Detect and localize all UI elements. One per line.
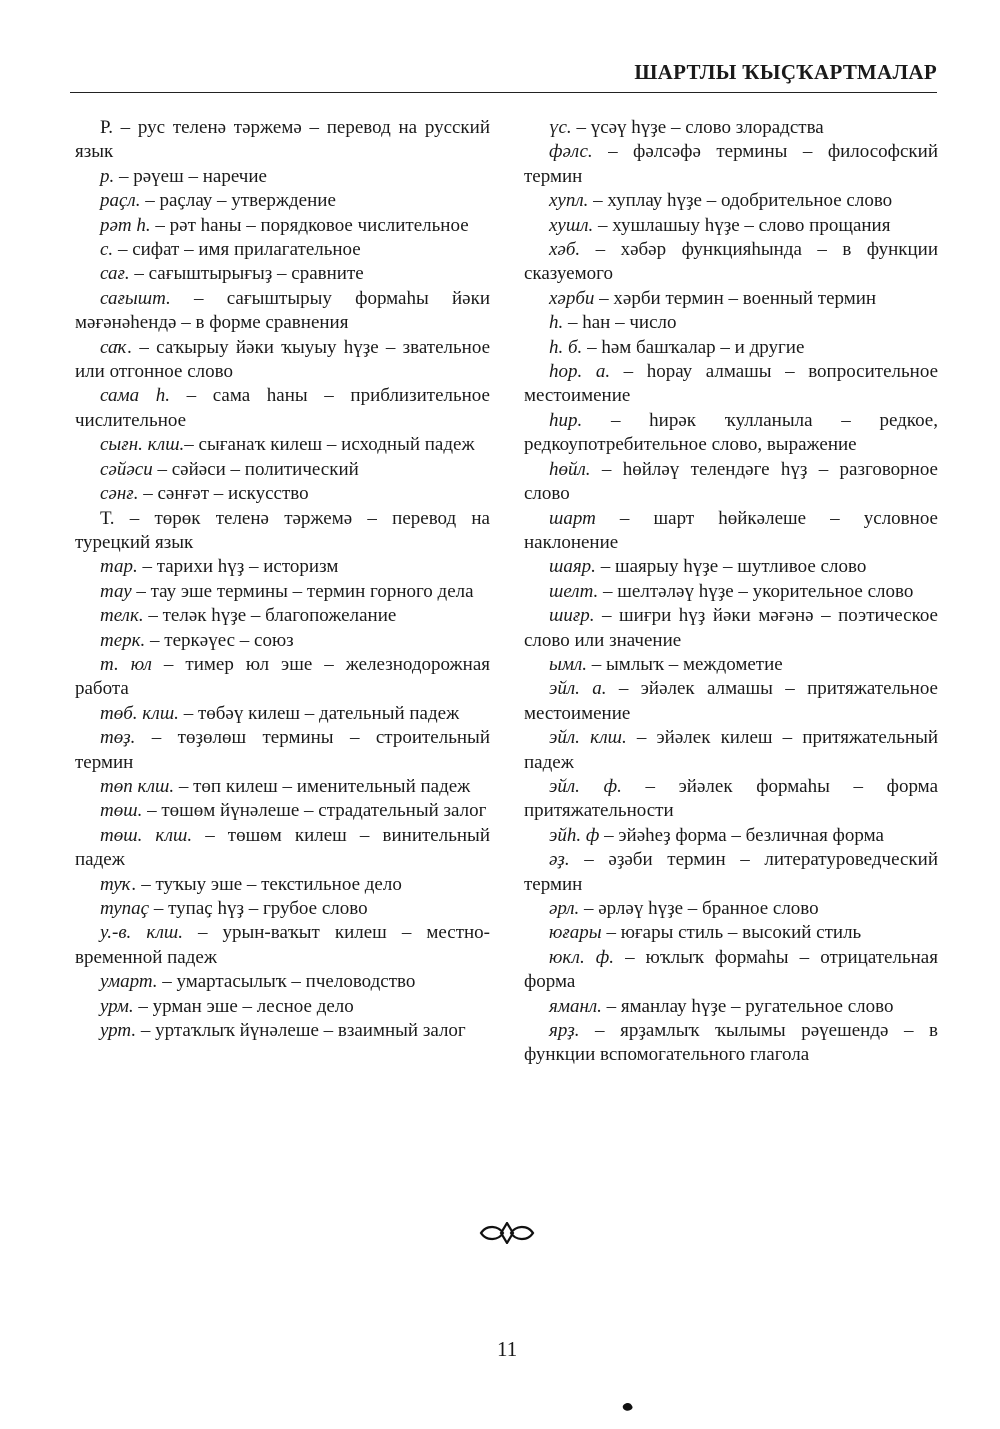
abbreviation: ярҙ. [549, 1020, 580, 1042]
abbreviation: с. [100, 239, 114, 261]
abbreviation-definition: – ымлыҡ – междометие [587, 653, 783, 675]
abbreviation: эйл. ф. [549, 775, 622, 797]
abbreviation-definition: – сифат – имя прилагательное [113, 239, 361, 261]
abbreviation: эйһ. ф [549, 824, 600, 846]
abbreviation-definition: – әрләү һүҙе – бранное слово [579, 898, 819, 919]
abbreviation: төш. клш. [100, 824, 193, 846]
abbreviation: сағышт. [100, 287, 171, 309]
abbreviation: сәйәси [100, 458, 153, 480]
abbreviation-definition: – уртаҡлыҡ йүнәлеше – взаимный залог [136, 1020, 466, 1042]
fleuron-ornament-icon [479, 1222, 535, 1244]
abbreviation-definition: – юҡлыҡ формаһы – отрицательная форма [524, 946, 938, 993]
abbreviation: һ. б. [549, 336, 583, 358]
abbreviation-definition: – умартасылыҡ – пчеловодство [157, 971, 416, 993]
abbreviation: төп клш. [100, 775, 175, 797]
abbreviation: терк. [100, 629, 146, 651]
abbreviation-entry [75, 287, 490, 336]
abbreviation: сығн. клш. [100, 434, 185, 456]
abbreviation: хушл. [549, 214, 594, 236]
abbreviation-definition: – туҡыу эше – текстильное дело [136, 873, 402, 895]
abbreviation-definition: – эйәлек формаһы – форма притяжательности [524, 775, 939, 822]
abbreviation-entry [524, 458, 938, 507]
abbreviation-entry [75, 214, 490, 238]
abbreviation-entry [75, 336, 490, 385]
abbreviation-definition: – шарт һөйкәлеше – условное наклонение [524, 507, 938, 553]
abbreviation-entry [75, 897, 490, 921]
abbreviation-definition: – төшөм килеш – винительный падеж [75, 824, 490, 871]
abbreviation-entry [75, 555, 490, 579]
abbreviation-entry [75, 799, 490, 823]
abbreviation-definition: – хуплау һүҙе – одобрительное слово [588, 190, 893, 212]
abbreviation-entry [524, 995, 938, 1019]
abbreviation: хәрби [549, 287, 595, 309]
abbreviation-definition: – шелтәләү һүҙе – укорительное слово [598, 580, 914, 602]
abbreviation: у.-в. клш. [100, 922, 183, 944]
abbreviation: һир. [549, 409, 583, 431]
abbreviation-entry [75, 1019, 490, 1043]
abbreviation-entry [524, 555, 938, 579]
abbreviation-entry [75, 604, 490, 628]
abbreviation: тау [100, 580, 132, 602]
right-column [524, 116, 938, 1068]
abbreviation-entry [524, 921, 938, 945]
abbreviation: Т. [100, 507, 115, 529]
abbreviation: хәб. [549, 239, 581, 261]
abbreviation-definition: – сағыштырығыҙ – сравните [129, 263, 364, 285]
abbreviation-definition: – тимер юл эше – железнодорожная работа [75, 653, 491, 700]
abbreviation-entry [524, 287, 938, 311]
abbreviation-entry [524, 848, 938, 897]
abbreviation: эйл. клш. [549, 727, 627, 749]
abbreviation-entry [75, 482, 490, 506]
abbreviation: әрл. [549, 898, 580, 919]
abbreviation: әҙ. [549, 849, 570, 871]
abbreviation: һ. [549, 312, 564, 334]
abbreviation-entry [524, 897, 938, 921]
abbreviation-entry [524, 189, 938, 213]
abbreviation-entry [75, 165, 490, 189]
ink-speck [622, 1401, 634, 1412]
abbreviation-definition: – эйәһеҙ форма – безличная форма [599, 824, 884, 846]
left-column [75, 116, 490, 1043]
abbreviation: сама һ. [100, 385, 170, 407]
abbreviation-entry [75, 580, 490, 604]
abbreviation-definition: – төрөк теленә тәржемә – перевод на турецкий язык [75, 507, 490, 553]
abbreviation: юғары [549, 922, 602, 944]
abbreviation-definition: – эйәлек алмашы – притяжательное местоимение [524, 678, 938, 724]
abbreviation: тупаҫ [100, 898, 150, 919]
abbreviation-definition: – саҡырыу йәки ҡыуыу һүҙе – звательное или отгонное слово [75, 336, 490, 383]
abbreviation-entry [75, 629, 490, 653]
abbreviation-definition: – рәүеш – наречие [114, 165, 267, 187]
abbreviation-entry [524, 311, 938, 335]
abbreviation: сағ. [100, 263, 130, 285]
abbreviation-definition: – төҙөлөш термины – строительный термин [75, 727, 490, 773]
abbreviation-entry [524, 824, 938, 848]
abbreviation-definition: – һәм башҡалар – и другие [582, 336, 805, 358]
abbreviation-entry [524, 726, 938, 775]
abbreviation-definition: – һирәк ҡулланыла – редкое, редкоупотребительное слово, выражение [524, 409, 938, 456]
abbreviation-definition: – һорау алмашы – вопросительное местоимение [524, 361, 939, 407]
abbreviation-definition: – теләк һүҙе – благопожелание [143, 605, 397, 627]
abbreviation-entry [524, 677, 938, 726]
abbreviation: төш. [100, 800, 143, 822]
abbreviation-definition: – хәбәр функцияһында – в функции сказуемого [524, 239, 938, 285]
abbreviation: рәт һ. [100, 214, 151, 236]
abbreviation-entry [75, 433, 490, 457]
abbreviation-definition: – үсәү һүҙе – слово злорадства [571, 117, 824, 138]
abbreviation-definition: – теркәүес – союз [145, 629, 294, 651]
abbreviation-entry [524, 336, 938, 360]
abbreviation-definition: – тарихи һүҙ – историзм [137, 556, 339, 578]
abbreviation-entry [75, 116, 490, 165]
abbreviation: эйл. а. [549, 678, 607, 700]
running-header [70, 58, 937, 93]
abbreviation-definition: – фәлсәфә термины – философский термин [524, 141, 938, 187]
abbreviation-definition: – урман эше – лесное дело [133, 995, 354, 1017]
abbreviation-entry [524, 238, 938, 287]
abbreviation-entry [524, 653, 938, 677]
abbreviation: т. юл [100, 653, 152, 675]
abbreviation: төҙ. [100, 727, 136, 749]
abbreviation-definition: – тупаҫ һүҙ – грубое слово [149, 898, 368, 919]
abbreviation-definition: – рус теленә тәржемә – перевод на русский язык [75, 117, 490, 163]
abbreviation-entry [75, 458, 490, 482]
abbreviation-definition: – хушлашыу һүҙе – слово прощания [593, 214, 891, 236]
abbreviation-entry [524, 1019, 938, 1068]
abbreviation-definition: – сама һаны – приблизительное числительное [75, 385, 490, 431]
abbreviation: хупл. [549, 190, 589, 212]
abbreviation-entry [75, 775, 490, 799]
abbreviation-definition: – сығанаҡ килеш – исходный падеж [184, 434, 475, 456]
abbreviation-entry [75, 262, 490, 286]
abbreviation-definition: – урын-ваҡыт килеш – местно-временной падеж [75, 922, 490, 968]
abbreviation-entry [75, 995, 490, 1019]
abbreviation: үс. [549, 117, 572, 138]
abbreviation-definition: – сәйәси – политический [152, 458, 359, 480]
abbreviation-definition: – төбәү килеш – дательный падеж [178, 702, 460, 724]
abbreviation-entry [75, 702, 490, 726]
abbreviation-definition: – шаярыу һүҙе – шутливое слово [595, 556, 867, 578]
abbreviation: урм. [100, 995, 134, 1017]
abbreviation-entry [75, 507, 490, 556]
abbreviation-entry [75, 726, 490, 775]
abbreviation-entry [75, 970, 490, 994]
abbreviation-definition: – хәрби термин – военный термин [594, 287, 877, 309]
abbreviation-entry [524, 214, 938, 238]
abbreviation-entry [524, 140, 938, 189]
abbreviation-definition: – эйәлек килеш – притяжательный падеж [524, 727, 939, 773]
abbreviation-entry [524, 946, 938, 995]
abbreviation-entry [75, 653, 490, 702]
abbreviation-definition: – әҙәби термин – литературоведческий термин [524, 849, 938, 895]
abbreviation-entry [524, 116, 938, 140]
page-number: 11 [497, 1337, 518, 1361]
abbreviation-entry [524, 580, 938, 604]
abbreviation: сәнғ. [100, 483, 139, 505]
header-title: ШАРТЛЫ ҠЫҪҠАРТМАЛАР [634, 60, 937, 84]
abbreviation: ымл. [549, 653, 588, 675]
abbreviation-definition: – һөйләү телендәге һүҙ – разговорное слово [524, 458, 938, 505]
abbreviation-definition: – ярҙамлыҡ ҡылымы рәүешендә – в функции вспомогательного глагола [524, 1020, 938, 1066]
abbreviation-definition: – рәт һаны – порядковое числительное [150, 214, 469, 236]
abbreviation: тар. [100, 556, 138, 578]
abbreviation: фәлс. [549, 141, 593, 163]
abbreviation: шиғр. [549, 605, 595, 627]
abbreviation-definition: – юғары стиль – высокий стиль [601, 922, 862, 944]
abbreviation-definition: – сәнғәт – искусство [138, 483, 309, 505]
abbreviation: шарт [549, 507, 596, 529]
abbreviation: туҡ. [100, 873, 137, 895]
abbreviation-entry [75, 384, 490, 433]
abbreviation: саҡ. [100, 336, 133, 358]
abbreviation: раҫл. [100, 190, 141, 212]
abbreviation: һор. а. [549, 361, 611, 383]
abbreviation: умарт. [100, 971, 158, 993]
abbreviation: шаяр. [549, 556, 596, 578]
abbreviation-entry [75, 824, 490, 873]
abbreviation-definition: – һан – число [563, 312, 677, 334]
abbreviation-entry [524, 507, 938, 556]
abbreviation: урт. [100, 1020, 137, 1042]
abbreviation-entry [524, 409, 938, 458]
abbreviation-entry [524, 360, 938, 409]
abbreviation-entry [524, 775, 938, 824]
abbreviation-definition: – сағыштырыу формаһы йәки мәғәнәһендә – в форме сравнения [75, 287, 490, 334]
abbreviation-entry [75, 873, 490, 897]
abbreviation-entry [75, 921, 490, 970]
abbreviation-definition: – яманлау һүҙе – ругательное слово [601, 995, 894, 1017]
abbreviation: р. [100, 165, 115, 187]
abbreviation-entry [524, 604, 938, 653]
abbreviation: яманл. [549, 995, 602, 1017]
abbreviation-definition: – төшөм йүнәлеше – страдательный залог [142, 800, 487, 822]
abbreviation: Р. [100, 117, 113, 138]
abbreviation: телк. [100, 605, 144, 627]
abbreviation: төб. клш. [100, 702, 179, 724]
abbreviation-entry [75, 238, 490, 262]
abbreviation-entry [75, 189, 490, 213]
abbreviation-definition: – тау эше термины – термин горного дела [131, 580, 474, 602]
abbreviation: юкл. ф. [549, 946, 615, 968]
abbreviation: һөйл. [549, 458, 591, 480]
abbreviation-definition: – шиғри һүҙ йәки мәғәнә – поэтическое слово или значение [524, 605, 938, 651]
abbreviation: шелт. [549, 580, 599, 602]
abbreviation-definition: – төп килеш – именительный падеж [174, 775, 471, 797]
abbreviation-definition: – раҫлау – утверждение [140, 190, 336, 212]
